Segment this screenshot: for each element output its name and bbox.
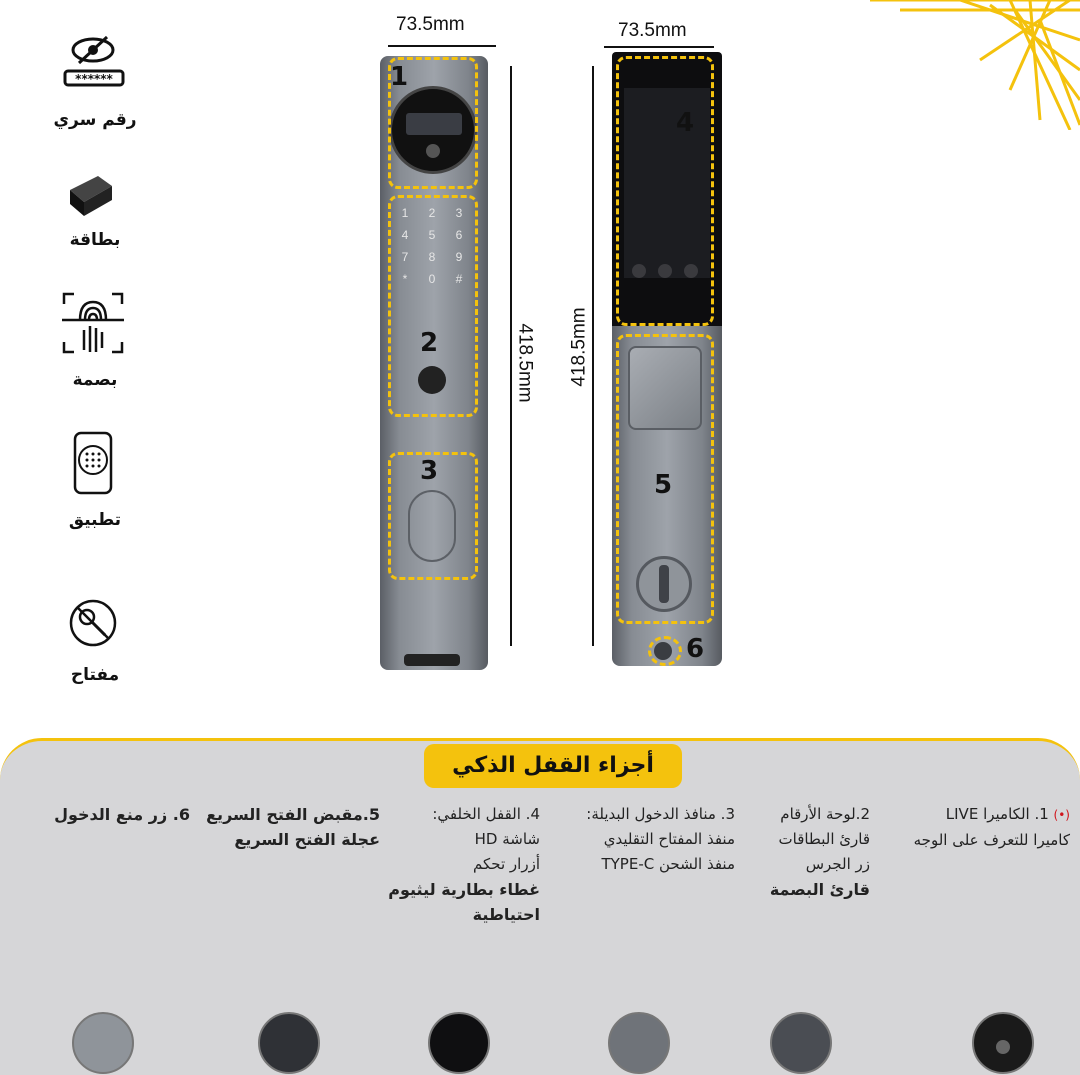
- thumbnail-handle: [608, 1012, 670, 1074]
- keypad-key[interactable]: 0: [428, 272, 436, 286]
- keypad-key[interactable]: 1: [401, 206, 409, 220]
- callout-6: 6: [686, 634, 705, 664]
- part-line: غطاء بطارية ليثيوم: [388, 880, 540, 899]
- thumbnail-back-screen: [428, 1012, 490, 1074]
- card-icon: [62, 170, 122, 220]
- thumbnail-camera: [972, 1012, 1034, 1074]
- part-column-1: [880, 802, 1070, 853]
- keypad-key[interactable]: #: [455, 272, 463, 286]
- part-line: قارئ البطاقات: [778, 830, 870, 848]
- feature-label: مفتاح: [70, 665, 120, 685]
- part-title: 3. منافذ الدخول البديلة:: [586, 805, 735, 823]
- keypad-key[interactable]: 8: [428, 250, 436, 264]
- part-line: قارئ البصمة: [769, 880, 870, 899]
- feature-fingerprint: [40, 290, 180, 400]
- panel-title: أجزاء القفل الذكي: [424, 744, 682, 788]
- back-height-label: 418.5mm: [568, 307, 590, 387]
- part-line: عجلة الفتح السريع: [234, 830, 380, 849]
- part-line: منفذ المفتاح التقليدي: [603, 830, 735, 848]
- part-line: شاشة HD: [474, 830, 540, 848]
- part-line: زر الجرس: [805, 855, 870, 873]
- phone-app-icon: [65, 430, 121, 496]
- keypad-key[interactable]: 3: [455, 206, 463, 220]
- keypad-key[interactable]: 5: [428, 228, 436, 242]
- keypad-key[interactable]: *: [402, 272, 408, 286]
- keypad-key[interactable]: 4: [401, 228, 409, 242]
- callout-2: 2: [420, 328, 439, 358]
- fingerprint-icon: [60, 290, 126, 356]
- live-badge: (•): [1053, 808, 1070, 822]
- part-column-5: [200, 802, 380, 852]
- feature-password: [40, 30, 180, 140]
- region-anti-entry: [648, 636, 682, 666]
- feature-label: تطبيق: [68, 510, 122, 530]
- keypad-key[interactable]: 6: [455, 228, 463, 242]
- keypad-key[interactable]: 9: [455, 250, 463, 264]
- part-line: كاميرا للتعرف على الوجه: [913, 831, 1070, 849]
- part-title: 2.لوحة الأرقام: [780, 805, 870, 823]
- back-width-label: 73.5mm: [618, 20, 687, 41]
- part-line: احتياطية: [472, 905, 540, 924]
- feature-key: [40, 595, 180, 705]
- feature-label: رقم سري: [53, 110, 137, 130]
- thumbnail-keypad: [770, 1012, 832, 1074]
- thumbnail-lens: [996, 1040, 1010, 1054]
- front-width-dimension: [388, 14, 496, 48]
- part-title: 5.مقبض الفتح السريع: [206, 805, 380, 824]
- svg-text:******: ******: [75, 72, 113, 86]
- part-title: 6. زر منع الدخول: [54, 805, 190, 824]
- thumbnail-anti-entry: [72, 1012, 134, 1074]
- back-width-dimension: [604, 20, 714, 50]
- part-column-6: [30, 802, 190, 827]
- eye-slash-password-icon: [55, 35, 135, 90]
- keypad-key[interactable]: 2: [428, 206, 436, 220]
- callout-4: 4: [676, 108, 695, 138]
- dimension-line: [510, 66, 512, 646]
- dimension-line: [388, 45, 496, 47]
- front-bottom-cap: [404, 654, 460, 666]
- part-line: منفذ الشحن TYPE-C: [601, 855, 735, 873]
- region-keypad: [388, 195, 478, 417]
- part-column-2: [740, 802, 870, 902]
- keypad-key[interactable]: 7: [401, 250, 409, 264]
- decorative-rays: [840, 0, 1080, 130]
- front-height-label: 418.5mm: [514, 323, 536, 403]
- feature-label: بطاقة: [69, 230, 121, 250]
- key-icon: [65, 595, 121, 651]
- part-title: (•) 1. الكاميرا LIVE: [945, 805, 1070, 823]
- dimension-line: [604, 46, 714, 48]
- dimension-line: [592, 66, 594, 646]
- feature-app: [40, 430, 180, 540]
- front-width-label: 73.5mm: [396, 14, 465, 35]
- callout-5: 5: [654, 470, 673, 500]
- part-title: 4. القفل الخلفي:: [432, 805, 540, 823]
- callout-3: 3: [420, 456, 439, 486]
- part-line: أزرار تحكم: [473, 855, 540, 873]
- feature-card: [40, 170, 180, 270]
- thumbnail-quick-handle: [258, 1012, 320, 1074]
- callout-1: 1: [390, 62, 409, 92]
- part-column-3: [540, 802, 735, 877]
- parts-panel: [0, 738, 1080, 1075]
- part-column-4: [360, 802, 540, 927]
- region-back-screen: [616, 56, 714, 326]
- feature-label: بصمة: [72, 370, 118, 390]
